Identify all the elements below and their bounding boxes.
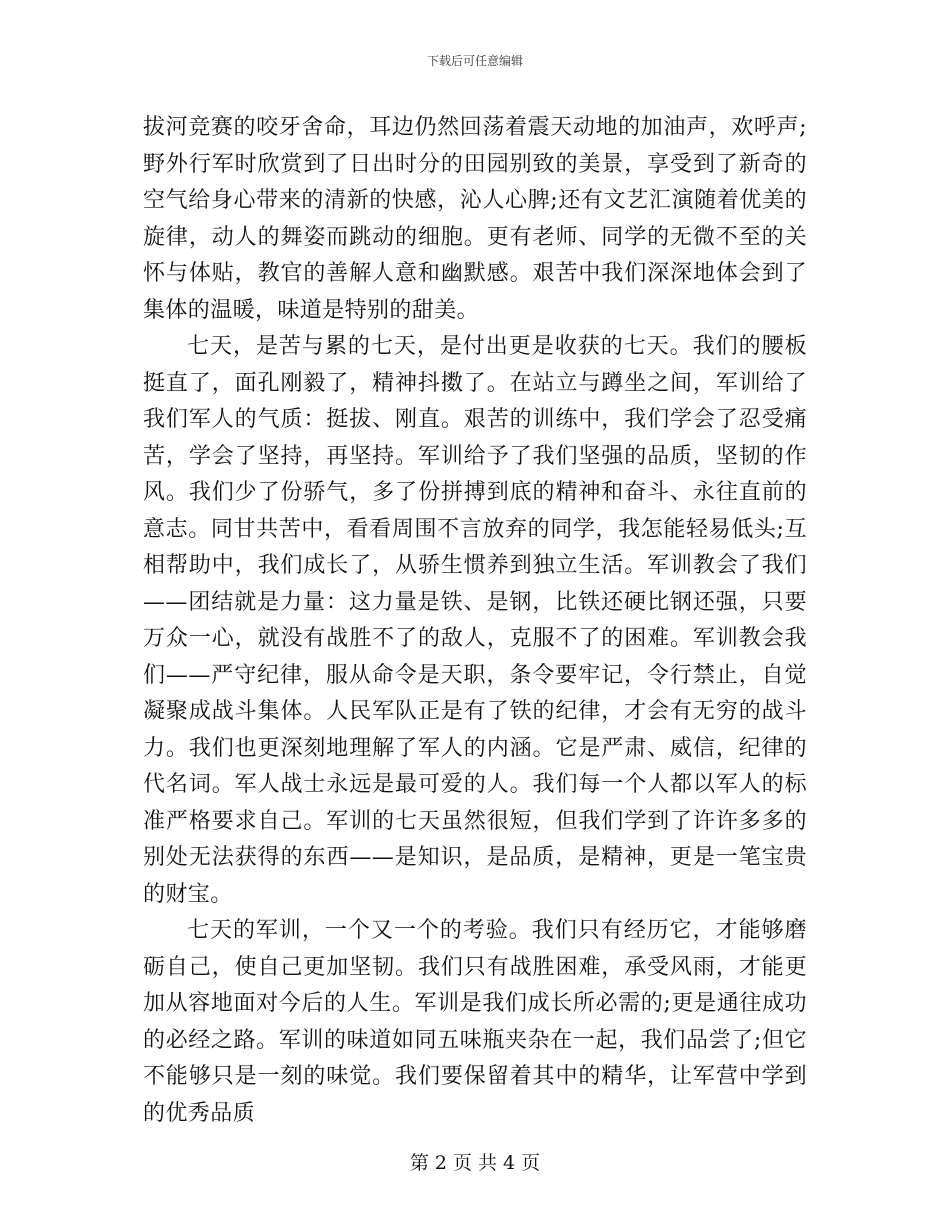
paragraph-1: 拔河竞赛的咬牙舍命，耳边仍然回荡着震天动地的加油声，欢呼声;野外行军时欣赏到了日出时分的田园别致的美景，享受到了新奇的空气给身心带来的清新的快感，沁人心脾;还有文艺汇演随着优美的旋律，动人的舞姿而跳动的细胞。更有老师、同学的无微不至的关怀与体贴，教官的善解人意和幽默感。艰苦中我们深深地体会到了集体的温暖，味道是特别的甜美。 [143,115,807,323]
page-number: 第 2 页 共 4 页 [409,1152,541,1174]
paragraph-3: 七天的军训，一个又一个的考验。我们只有经历它，才能够磨砺自己，使自己更加坚韧。我们只有战胜困难，承受风雨，才能更加从容地面对今后的人生。军训是我们成长所必需的;更是通往成功的必经之路。军训的味道如同五味瓶夹杂在一起，我们品尝了;但它不能够只是一刻的味觉。我们要保留着其中的精华，让军营中学到的优秀品质 [143,918,807,1126]
paragraph-2: 七天，是苦与累的七天，是付出更是收获的七天。我们的腰板挺直了，面孔刚毅了，精神抖擞了。在站立与蹲坐之间，军训给了我们军人的气质：挺拔、刚直。艰苦的训练中，我们学会了忍受痛苦，学会了坚持，再坚持。军训给予了我们坚强的品质，坚韧的作风。我们少了份骄气，多了份拼搏到底的精神和奋斗、永往直前的意志。同甘共苦中，看看周围不言放弃的同学，我怎能轻易低头;互相帮助中，我们成长了，从骄生惯养到独立生活。军训教会了我们——团结就是力量：这力量是铁、是钢，比铁还硬比钢还强，只要万众一心，就没有战胜不了的敌人，克服不了的困难。军训教会我们——严守纪律，服从命令是天职，条令要牢记，令行禁止，自觉凝聚成战斗集体。人民军队正是有了铁的纪律，才会有无穷的战斗力。我们也更深刻地理解了军人的内涵。它是严肃、威信，纪律的代名词。军人战士永远是最可爱的人。我们每一个人都以军人的标准严格要求自己。军训的七天虽然很短，但我们学到了许许多多的别处无法获得的东西——是知识，是品质，是精神，更是一笔宝贵的财宝。 [143,334,807,907]
page-footer [0,1148,950,1175]
page-header: 下载后可任意编辑 [426,54,523,68]
document-body [143,110,807,1132]
